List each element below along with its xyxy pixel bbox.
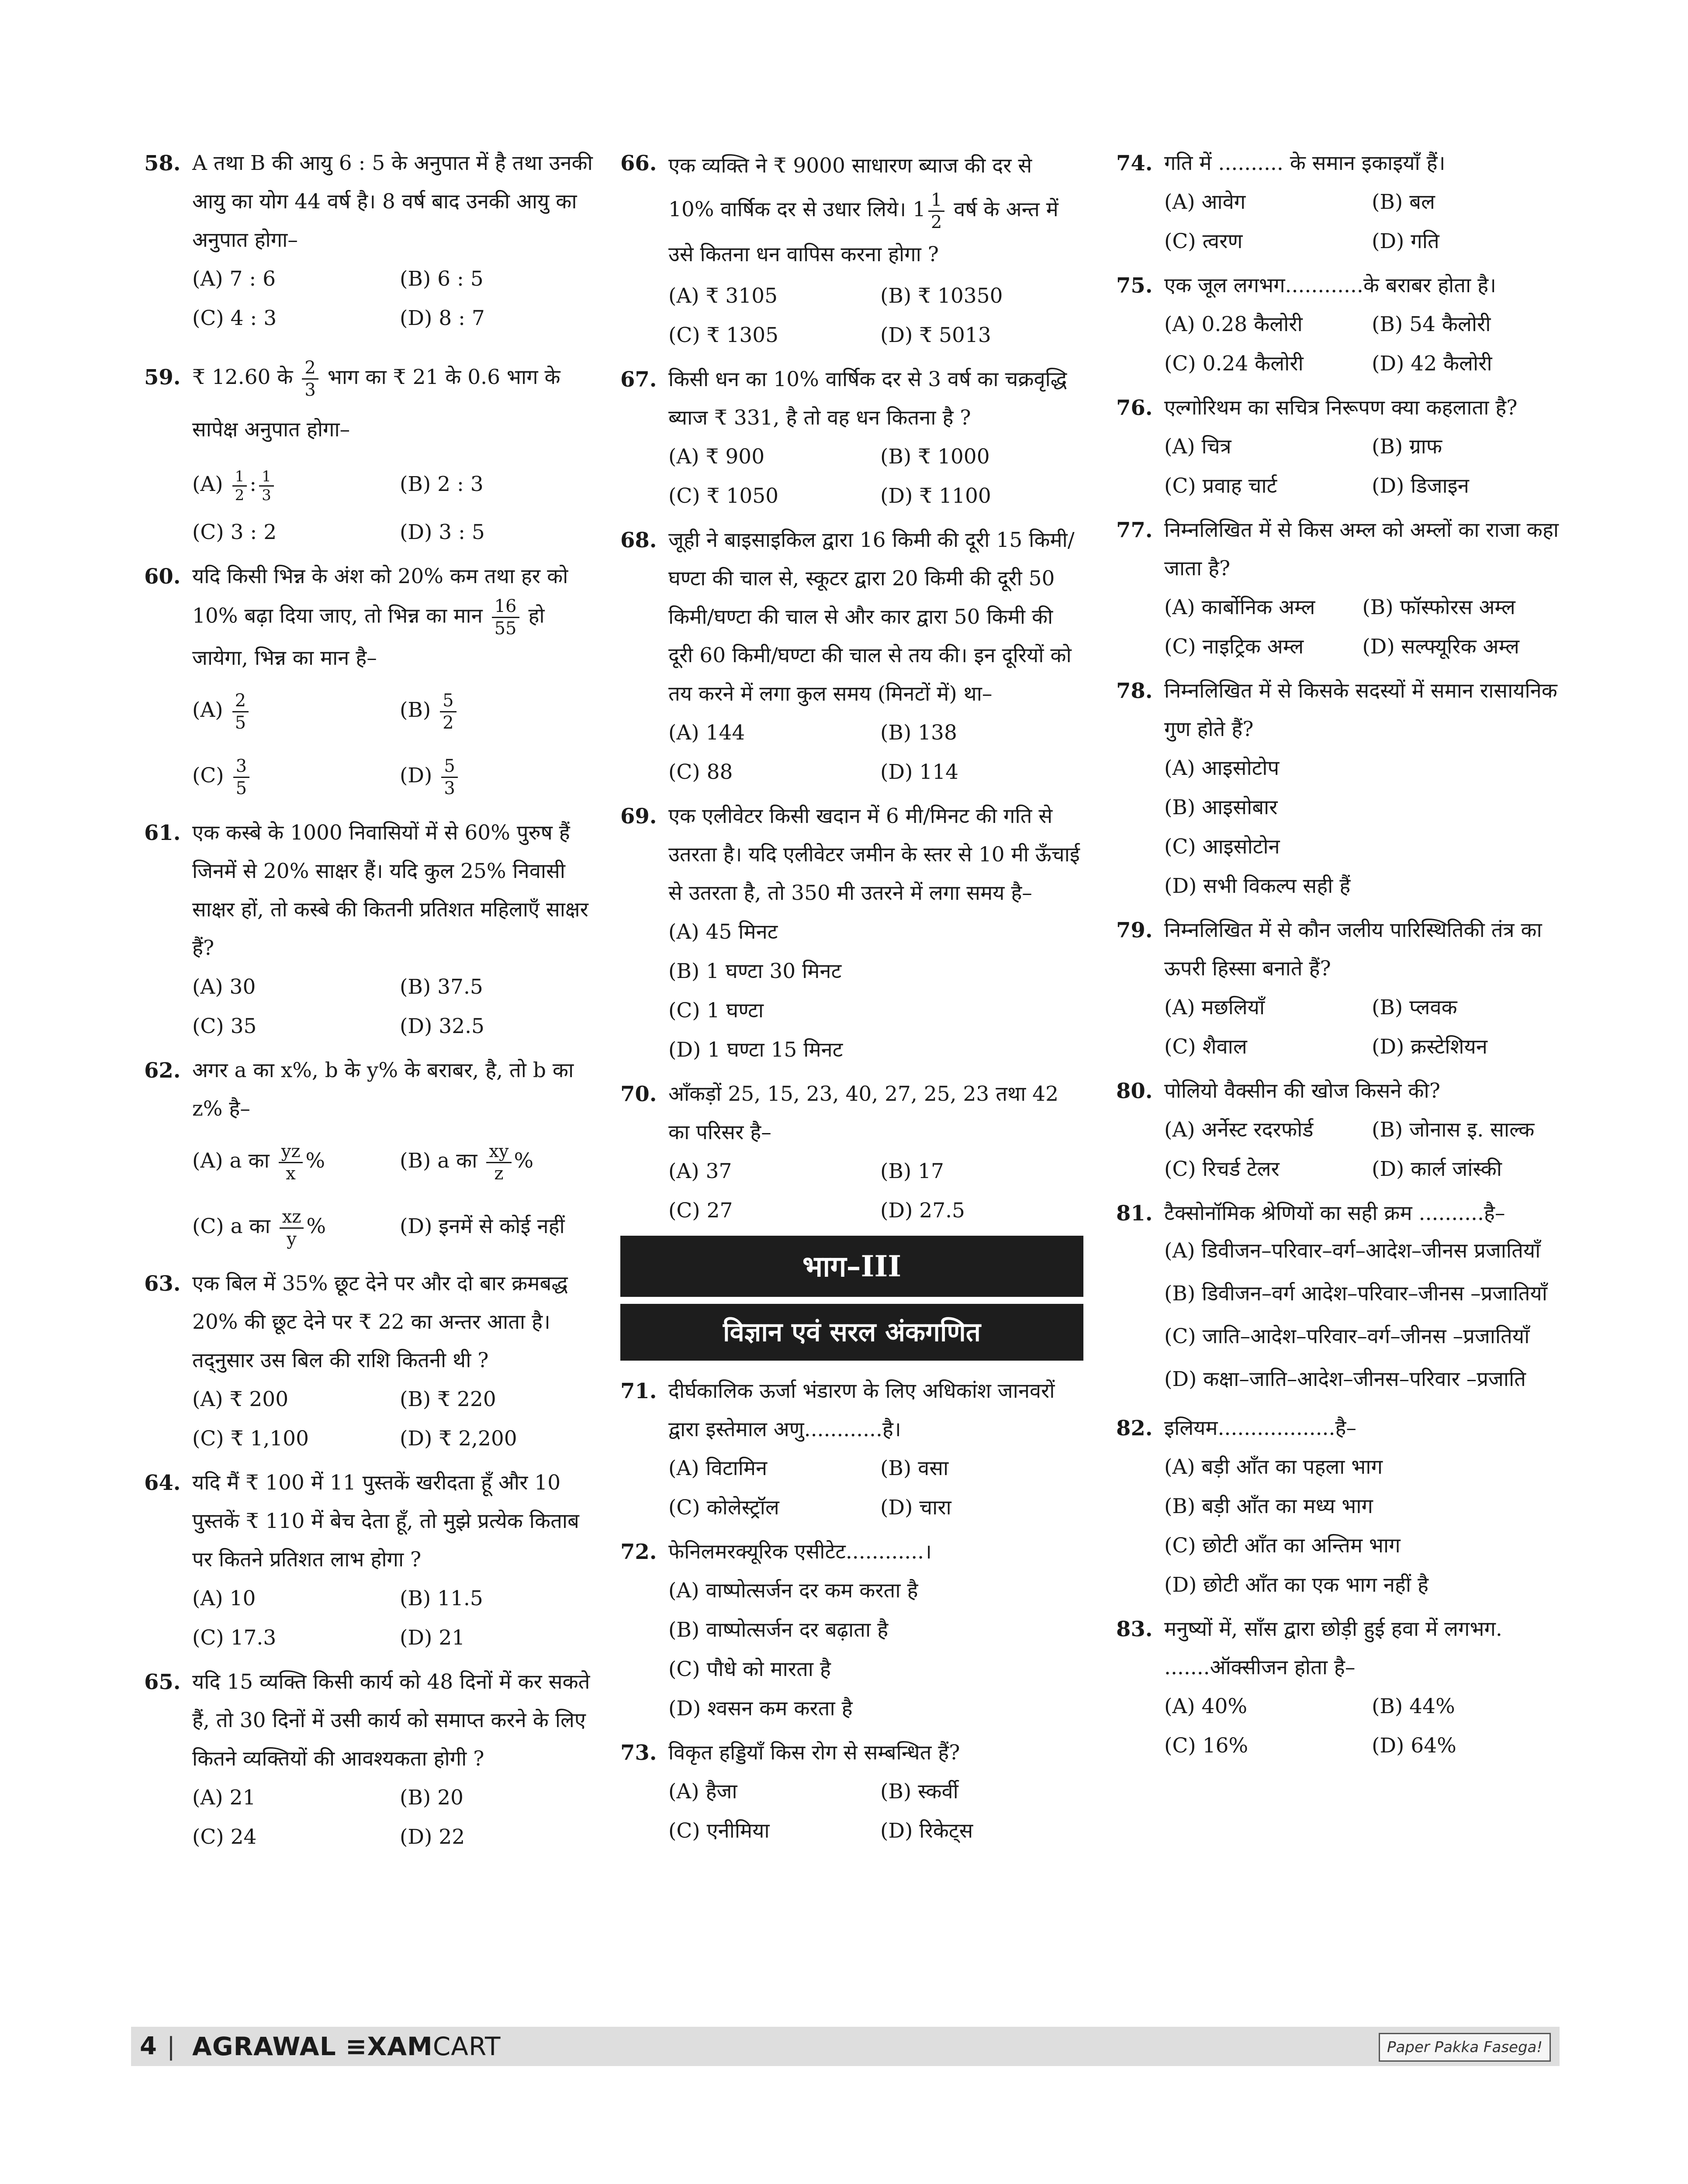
option-c[interactable]: (C) छोटी आँत का अन्तिम भाग <box>1164 1534 1401 1558</box>
question-number: 58. <box>144 151 181 176</box>
options <box>1164 1687 1570 1766</box>
question-58 <box>144 144 598 338</box>
option-c[interactable]: (C) जाति–आदेश–परिवार–वर्ग–जीनस –प्रजातियाँ <box>1164 1324 1530 1348</box>
question-number: 67. <box>620 367 657 392</box>
option-d[interactable]: (D) सल्फ्यूरिक अम्ल <box>1362 635 1519 659</box>
stem-part: एक व्यक्ति ने ₹ 9000 साधारण ब्याज की दर से 10% वार्षिक दर से उधार लिये। <box>668 154 1032 221</box>
option-a[interactable]: (A) 45 मिनट <box>668 919 778 944</box>
options <box>668 713 1083 792</box>
option-a[interactable]: (A) अर्नेस्ट रदरफोर्ड <box>1164 1118 1314 1142</box>
option-d[interactable]: (D) चारा <box>880 1495 951 1520</box>
options <box>192 677 598 809</box>
question-73 <box>620 1734 1083 1851</box>
question-number: 68. <box>620 528 657 553</box>
option-a[interactable]: (A) 40% <box>1164 1694 1248 1718</box>
option-c[interactable]: (C) एनीमिया <box>668 1818 770 1843</box>
option-d[interactable]: (D) क्रस्टेशियन <box>1372 1035 1487 1059</box>
question-63 <box>144 1265 598 1458</box>
numerator: 1 <box>928 190 944 212</box>
option-c[interactable]: (C) त्वरण <box>1164 229 1243 253</box>
option-a[interactable] <box>192 456 391 513</box>
mixed-number-whole: 1 <box>912 197 926 221</box>
options <box>1164 1110 1570 1189</box>
option-label: (A) <box>192 698 223 722</box>
question-number: 81. <box>1116 1201 1153 1226</box>
option-a[interactable]: (A) हैजा <box>668 1779 737 1804</box>
option-a[interactable]: (A) ₹ 3105 <box>668 283 778 308</box>
question-stem: निम्नलिखित में से कौन जलीय पारिस्थितिकी तंत्र का ऊपरी हिस्सा बनाते हैं? <box>1164 918 1542 981</box>
ratio-separator: : <box>249 472 257 496</box>
denominator: 3 <box>262 486 271 504</box>
option-c[interactable]: (C) ₹ 1305 <box>668 323 779 347</box>
option-a[interactable]: (A) 0.28 कैलोरी <box>1164 312 1303 336</box>
option-d[interactable]: (D) 1 घण्टा 15 मिनट <box>668 1037 843 1062</box>
question-81 <box>1116 1194 1570 1404</box>
numerator: 2 <box>232 690 249 712</box>
question-number: 59. <box>144 365 181 390</box>
question-stem: अगर a का x%, b के y% के बराबर, है, तो b का z% है– <box>192 1058 574 1121</box>
fraction <box>492 596 519 639</box>
question-number: 66. <box>620 151 657 176</box>
option-a[interactable] <box>192 1128 391 1194</box>
option-label: (A) a का <box>192 1149 270 1173</box>
option-d[interactable]: (D) 42 कैलोरी <box>1372 352 1492 376</box>
question-stem: एक एलीवेटर किसी खदान में 6 मी/मिनट की गति से उतरता है। यदि एलीवेटर जमीन के स्तर से 10 मी ऊँचाई से उतरता है, तो 350 मी उतरने में लगा समय है– <box>668 804 1080 905</box>
options <box>668 912 1083 1070</box>
question-number: 77. <box>1116 518 1153 543</box>
option-b[interactable]: (B) फॉस्फोरस अम्ल <box>1362 595 1515 619</box>
question-77 <box>1116 511 1570 667</box>
fraction <box>233 756 249 799</box>
option-d[interactable]: (D) 27.5 <box>880 1198 965 1223</box>
option-a[interactable]: (A) ₹ 200 <box>192 1387 289 1411</box>
question-number: 82. <box>1116 1416 1153 1441</box>
option-d[interactable]: (D) 8 : 7 <box>400 306 485 330</box>
option-c[interactable]: (C) शैवाल <box>1164 1035 1247 1059</box>
numerator: 5 <box>440 690 456 712</box>
option-d[interactable]: (D) 32.5 <box>400 1014 484 1038</box>
percent-sign: % <box>305 1149 325 1173</box>
column-middle <box>620 144 1083 1856</box>
option-a[interactable]: (A) 37 <box>668 1159 732 1183</box>
question-stem: एल्गोरिथम का सचित्र निरूपण क्या कहलाता है? <box>1164 396 1518 420</box>
options <box>668 1772 1083 1851</box>
fraction <box>440 690 456 733</box>
question-number: 70. <box>620 1082 657 1106</box>
option-c[interactable]: (C) 3 : 2 <box>192 520 277 544</box>
option-b[interactable]: (B) ₹ 1000 <box>880 444 990 469</box>
options <box>1164 183 1570 261</box>
question-number: 75. <box>1116 273 1153 298</box>
question-number: 74. <box>1116 151 1153 176</box>
question-number: 60. <box>144 564 181 589</box>
denominator: x <box>286 1163 296 1184</box>
question-62 <box>144 1051 598 1259</box>
option-c[interactable]: (C) आइसोटोन <box>1164 835 1280 859</box>
question-stem: A तथा B की आयु 6 : 5 के अनुपात में है तथा उनकी आयु का योग 44 वर्ष है। 8 वर्ष बाद उनकी आयु का अनुपात होगा– <box>192 151 593 252</box>
options <box>1164 305 1570 384</box>
question-stem: निम्नलिखित में से किस अम्ल को अम्लों का राजा कहा जाता है? <box>1164 518 1559 581</box>
stem-part: भाग का ₹ 21 के 0.6 भाग के सापेक्ष अनुपात होगा– <box>192 365 560 442</box>
option-c[interactable]: (C) 16% <box>1164 1734 1249 1758</box>
option-b[interactable]: (B) 44% <box>1372 1694 1455 1718</box>
option-b[interactable] <box>400 677 598 743</box>
options <box>668 276 1083 355</box>
fraction <box>280 1206 304 1250</box>
stem-part: ₹ 12.60 के <box>192 365 293 389</box>
option-b[interactable]: (B) 11.5 <box>400 1586 483 1610</box>
question-stem: जूही ने बाइसाइकिल द्वारा 16 किमी की दूरी 15 किमी/घण्टा की चाल से, स्कूटर द्वारा 20 किमी की दूरी 50 किमी/घण्टा की चाल से और कार द्वारा 50 किमी की दूरी 60 किमी/घण्टा की चाल से तय की। इन दूरियों को तय करने में लगा कुल समय (मिनटों में) था– <box>668 528 1075 706</box>
question-82 <box>1116 1409 1570 1605</box>
option-c[interactable]: (C) 1 घण्टा <box>668 998 764 1023</box>
fraction <box>486 1141 511 1184</box>
question-72 <box>620 1533 1083 1728</box>
option-c[interactable]: (C) 27 <box>668 1198 733 1223</box>
question-71 <box>620 1372 1083 1527</box>
option-d[interactable]: (D) रिकेट्स <box>880 1818 973 1843</box>
option-a[interactable]: (A) विटामिन <box>668 1456 768 1480</box>
option-b[interactable]: (B) आइसोबार <box>1164 795 1278 819</box>
denominator: 2 <box>443 712 454 733</box>
denominator: y <box>287 1229 297 1249</box>
option-label: (D) <box>400 764 432 788</box>
question-stem: किसी धन का 10% वार्षिक दर से 3 वर्ष का चक्रवृद्धि ब्याज ₹ 331, है तो वह धन कितना है ? <box>668 367 1067 430</box>
option-label: (B) <box>400 698 431 722</box>
option-a[interactable]: (A) 7 : 6 <box>192 267 276 291</box>
options <box>1164 1448 1570 1605</box>
option-c[interactable]: (C) 35 <box>192 1014 257 1038</box>
options <box>1164 427 1570 506</box>
numerator: 5 <box>441 756 457 778</box>
numerator: 3 <box>233 756 249 778</box>
fraction <box>259 468 274 504</box>
question-stem: टैक्सोनॉमिक श्रेणियों का सही क्रम ..........है– <box>1164 1201 1505 1225</box>
options <box>668 1571 1083 1728</box>
option-b[interactable]: (B) 37.5 <box>400 975 483 999</box>
option-d[interactable]: (D) डिजाइन <box>1372 474 1469 498</box>
denominator: z <box>494 1163 504 1184</box>
option-c[interactable] <box>192 743 391 809</box>
option-a[interactable]: (A) 21 <box>192 1786 256 1810</box>
question-number: 78. <box>1116 679 1153 703</box>
numerator: 1 <box>232 468 247 487</box>
options <box>1164 588 1570 667</box>
options <box>192 1579 598 1658</box>
option-a[interactable]: (A) मछलियाँ <box>1164 995 1265 1019</box>
stem-part: यदि किसी भिन्न के अंश को 20% कम तथा हर को 10% बढ़ा दिया जाए, तो भिन्न का मान <box>192 564 568 628</box>
options <box>668 1152 1083 1230</box>
option-c[interactable]: (C) 17.3 <box>192 1626 277 1650</box>
question-number: 73. <box>620 1740 657 1765</box>
option-b[interactable]: (B) वसा <box>880 1456 949 1480</box>
question-61 <box>144 814 598 1046</box>
question-65 <box>144 1663 598 1857</box>
option-d[interactable]: (D) ₹ 1100 <box>880 484 991 508</box>
option-a[interactable]: (A) आइसोटोप <box>1164 756 1280 780</box>
question-number: 64. <box>144 1471 181 1495</box>
option-b[interactable]: (B) 2 : 3 <box>400 472 484 496</box>
question-stem: एक कस्बे के 1000 निवासियों में से 60% पुरुष हैं जिनमें से 20% साक्षर हैं। यदि कुल 25% निवासी साक्षर हों, तो कस्बे की कितनी प्रतिशत महिलाएँ साक्षर हैं? <box>192 821 588 960</box>
option-c[interactable]: (C) रिचर्ड टेलर <box>1164 1157 1280 1181</box>
question-76 <box>1116 389 1570 506</box>
option-d[interactable]: (D) कार्ल जांस्की <box>1372 1157 1502 1181</box>
tagline-badge: Paper Pakka Fasega! <box>1379 2033 1551 2062</box>
stem-part: हो जायेगा, भिन्न का मान है– <box>192 604 545 670</box>
question-number: 69. <box>620 804 657 829</box>
option-d[interactable]: (D) 21 <box>400 1626 465 1650</box>
option-b[interactable]: (B) स्कर्वी <box>880 1779 958 1804</box>
option-c[interactable]: (C) पौधे को मारता है <box>668 1657 831 1681</box>
question-78 <box>1116 672 1570 906</box>
option-label: (C) <box>192 764 224 788</box>
option-b[interactable]: (B) डिवीजन–वर्ग आदेश–परिवार–जीनस –प्रजातियाँ <box>1164 1282 1547 1306</box>
question-60 <box>144 557 598 809</box>
option-b[interactable]: (B) 54 कैलोरी <box>1372 312 1491 336</box>
section-title-banner: भाग–III <box>620 1236 1083 1297</box>
options <box>192 1778 598 1857</box>
question-70 <box>620 1075 1083 1230</box>
option-c[interactable]: (C) कोलेस्ट्रॉल <box>668 1495 779 1520</box>
brand-logo <box>192 2027 501 2066</box>
option-d[interactable]: (D) कक्षा–जाति–आदेश–जीनस–परिवार –प्रजाति <box>1164 1367 1526 1391</box>
option-b[interactable] <box>400 1128 598 1194</box>
brand-part: AGRAWAL <box>192 2032 336 2061</box>
numerator: 2 <box>302 357 318 380</box>
option-b[interactable]: (B) 138 <box>880 720 957 745</box>
option-c[interactable]: (C) ₹ 1050 <box>668 484 779 508</box>
options <box>1164 1233 1570 1404</box>
options <box>668 437 1083 516</box>
option-b[interactable]: (B) 20 <box>400 1786 464 1810</box>
question-stem: पोलियो वैक्सीन की खोज किसने की? <box>1164 1079 1440 1103</box>
option-d[interactable]: (D) छोटी आँत का एक भाग नहीं है <box>1164 1573 1429 1597</box>
options <box>192 259 598 338</box>
denominator: 3 <box>304 380 316 400</box>
denominator: 2 <box>930 212 942 232</box>
option-c[interactable]: (C) 88 <box>668 760 733 784</box>
question-64 <box>144 1464 598 1658</box>
question-83 <box>1116 1610 1570 1766</box>
option-b[interactable]: (B) बड़ी आँत का मध्य भाग <box>1164 1494 1373 1518</box>
question-75 <box>1116 266 1570 384</box>
option-b[interactable]: (B) ग्राफ <box>1372 435 1442 459</box>
page-footer <box>131 2027 1560 2066</box>
question-80 <box>1116 1072 1570 1189</box>
option-label: (B) a का <box>400 1149 477 1173</box>
percent-sign: % <box>306 1214 326 1238</box>
question-stem: निम्नलिखित में से किसके सदस्यों में समान रासायनिक गुण होते हैं? <box>1164 679 1557 741</box>
question-stem: दीर्घकालिक ऊर्जा भंडारण के लिए अधिकांश जानवरों द्वारा इस्तेमाल अणु............है। <box>668 1379 1055 1441</box>
option-d[interactable]: (D) 3 : 5 <box>400 520 485 544</box>
question-stem: मनुष्यों में, साँस द्वारा छोड़ी हुई हवा में लगभग. .......ऑक्सीजन होता है– <box>1164 1617 1502 1679</box>
options <box>1164 988 1570 1067</box>
option-d[interactable]: (D) ₹ 5013 <box>880 323 991 347</box>
numerator: yz <box>279 1141 303 1163</box>
numerator: 16 <box>492 596 519 618</box>
question-number: 65. <box>144 1670 181 1694</box>
question-68 <box>620 521 1083 792</box>
options <box>192 1128 598 1259</box>
option-b[interactable]: (B) बल <box>1372 190 1435 214</box>
option-c[interactable]: (C) ₹ 1,100 <box>192 1427 309 1451</box>
fraction <box>928 190 944 233</box>
question-stem: यदि मैं ₹ 100 में 11 पुस्तकें खरीदता हूँ और 10 पुस्तकें ₹ 110 में बेच देता हूँ, तो मुझे प्रत्येक किताब पर कितने प्रतिशत लाभ होगा ? <box>192 1471 579 1572</box>
fraction <box>441 756 457 799</box>
option-a[interactable]: (A) 144 <box>668 720 745 745</box>
question-69 <box>620 797 1083 1070</box>
option-b[interactable]: (B) वाष्पोत्सर्जन दर बढ़ाता है <box>668 1617 889 1642</box>
page-number: 4 <box>140 2032 157 2060</box>
question-stem: इलियम..................है– <box>1164 1416 1356 1440</box>
option-a[interactable]: (A) बड़ी आँत का पहला भाग <box>1164 1455 1383 1479</box>
option-d[interactable]: (D) 114 <box>880 760 959 784</box>
option-c[interactable]: (C) नाइट्रिक अम्ल <box>1164 635 1304 659</box>
question-66 <box>620 144 1083 355</box>
denominator: 2 <box>235 486 245 504</box>
column-right <box>1116 144 1570 1771</box>
question-stem: गति में .......... के समान इकाइयाँ हैं। <box>1164 151 1446 175</box>
fraction <box>279 1141 303 1184</box>
question-stem: एक बिल में 35% छूट देने पर और दो बार क्रमबद्ध 20% की छूट देने पर ₹ 22 का अन्तर आता है। तद्नुसार उस बिल की राशि कितनी थी ? <box>192 1272 568 1372</box>
option-a[interactable]: (A) वाष्पोत्सर्जन दर कम करता है <box>668 1578 918 1603</box>
denominator: 55 <box>494 619 517 639</box>
question-stem <box>668 144 1083 276</box>
question-number: 62. <box>144 1058 181 1083</box>
option-a[interactable]: (A) चित्र <box>1164 435 1231 459</box>
option-d[interactable]: (D) 64% <box>1372 1734 1456 1758</box>
option-c[interactable]: (C) प्रवाह चार्ट <box>1164 474 1277 498</box>
question-59 <box>144 351 598 552</box>
option-d[interactable]: (D) सभी विकल्प सही हैं <box>1164 874 1351 898</box>
option-label: (A) <box>192 472 223 496</box>
option-a[interactable] <box>192 677 391 743</box>
option-d[interactable] <box>400 743 598 809</box>
option-a[interactable]: (A) कार्बोनिक अम्ल <box>1164 595 1315 619</box>
option-b[interactable]: (B) ₹ 10350 <box>880 283 1003 308</box>
question-stem: आँकड़ों 25, 15, 23, 40, 27, 25, 23 तथा 42 का परिसर है– <box>668 1082 1058 1144</box>
fraction <box>232 690 249 733</box>
option-d[interactable]: (D) इनमें से कोई नहीं <box>400 1214 565 1238</box>
option-b[interactable]: (B) जोनास इ. साल्क <box>1372 1118 1535 1142</box>
stem-part: वर्ष के अन्त में उसे कितना धन वापिस करना होगा ? <box>668 197 1058 266</box>
numerator: 1 <box>259 468 274 487</box>
brand-part: CART <box>432 2032 501 2061</box>
column-left <box>144 144 598 1862</box>
option-d[interactable]: (D) 22 <box>400 1825 465 1849</box>
numerator: xz <box>280 1206 304 1229</box>
option-b[interactable]: (B) 17 <box>880 1159 944 1183</box>
question-79 <box>1116 911 1570 1067</box>
option-b[interactable]: (B) 6 : 5 <box>400 267 484 291</box>
fraction <box>302 357 318 401</box>
question-number: 63. <box>144 1272 181 1296</box>
question-stem: यदि 15 व्यक्ति किसी कार्य को 48 दिनों में कर सकते हैं, तो 30 दिनों में उसी कार्य को समाप्त करने के लिए कितने व्यक्तियों की आवश्यकता होगी ? <box>192 1670 590 1771</box>
option-a[interactable]: (A) आवेग <box>1164 190 1246 214</box>
question-stem: विकृत हड्डियाँ किस रोग से सम्बन्धित हैं? <box>668 1740 960 1765</box>
option-a[interactable]: (A) 30 <box>192 975 256 999</box>
option-d[interactable]: (D) ₹ 2,200 <box>400 1427 517 1451</box>
option-a[interactable]: (A) 10 <box>192 1586 256 1610</box>
question-number: 61. <box>144 821 181 845</box>
section-subtitle-banner: विज्ञान एवं सरल अंकगणित <box>620 1304 1083 1361</box>
options <box>192 968 598 1046</box>
options <box>192 1380 598 1458</box>
brand-part: ≡XAM <box>336 2032 433 2061</box>
option-c[interactable] <box>192 1194 391 1259</box>
question-67 <box>620 360 1083 516</box>
option-b[interactable]: (B) ₹ 220 <box>400 1387 496 1411</box>
percent-sign: % <box>514 1149 534 1173</box>
option-a[interactable]: (A) ₹ 900 <box>668 444 765 469</box>
question-number: 79. <box>1116 918 1153 943</box>
denominator: 5 <box>235 778 247 798</box>
denominator: 3 <box>444 778 455 798</box>
option-label: (C) a का <box>192 1214 270 1238</box>
denominator: 5 <box>235 712 246 733</box>
option-b[interactable]: (B) 1 घण्टा 30 मिनट <box>668 959 842 983</box>
options <box>1164 749 1570 906</box>
question-number: 83. <box>1116 1617 1153 1641</box>
question-stem <box>192 351 598 456</box>
option-b[interactable]: (B) प्लवक <box>1372 995 1457 1019</box>
question-stem <box>192 557 598 677</box>
option-d[interactable]: (D) गति <box>1372 229 1439 253</box>
options <box>192 456 598 552</box>
question-number: 71. <box>620 1379 657 1403</box>
question-74 <box>1116 144 1570 261</box>
question-number: 76. <box>1116 396 1153 420</box>
option-c[interactable]: (C) 24 <box>192 1825 257 1849</box>
option-c[interactable]: (C) 4 : 3 <box>192 306 277 330</box>
options <box>668 1449 1083 1527</box>
question-number: 72. <box>620 1539 657 1564</box>
option-d[interactable]: (D) श्वसन कम करता है <box>668 1696 853 1721</box>
option-a[interactable]: (A) डिवीजन–परिवार–वर्ग–आदेश–जीनस प्रजातियाँ <box>1164 1239 1541 1263</box>
footer-separator: | <box>167 2032 175 2061</box>
question-stem: एक जूल लगभग............के बराबर होता है। <box>1164 273 1496 297</box>
option-c[interactable]: (C) 0.24 कैलोरी <box>1164 352 1304 376</box>
question-number: 80. <box>1116 1079 1153 1103</box>
question-stem: फेनिलमरक्यूरिक एसीटेट............। <box>668 1539 932 1564</box>
numerator: xy <box>486 1141 511 1163</box>
fraction <box>232 468 247 504</box>
